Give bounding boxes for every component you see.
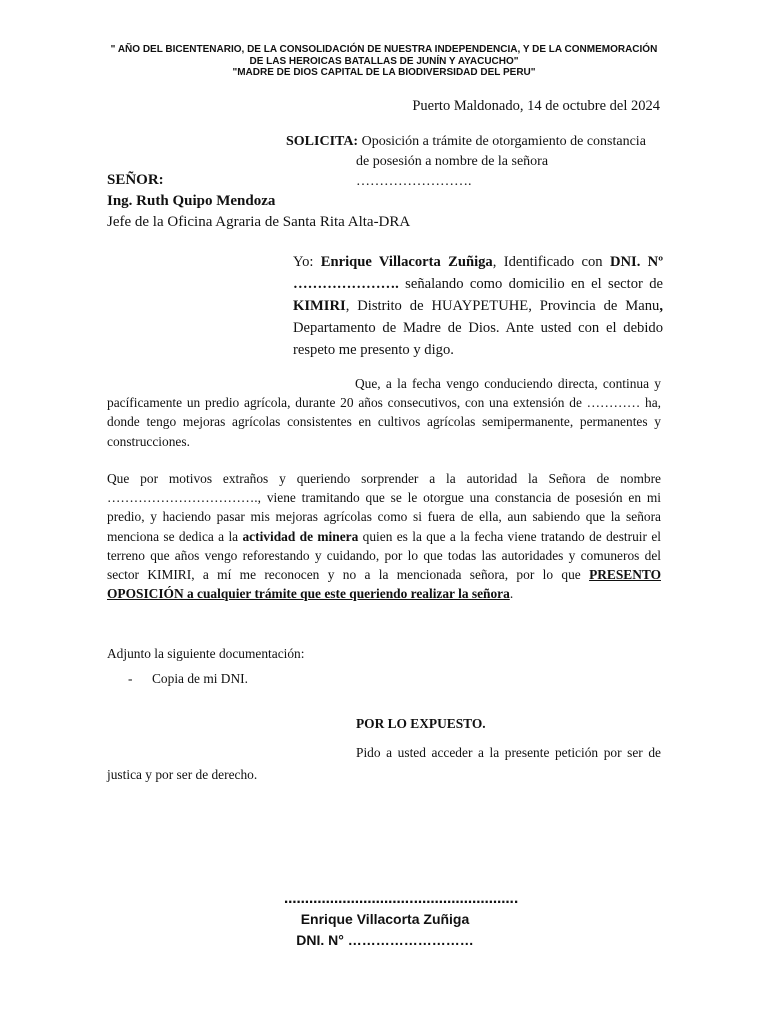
p2-c: . [509,586,514,602]
addressee-position: Jefe de la Oficina Agraria de Santa Rita Alta-DRA [107,214,411,230]
attachment-item [128,671,248,687]
header-line-2: DE LAS HEROICAS BATALLAS DE JUNÍN Y AYACUCHO" [249,55,519,67]
applicant-dni: DNI. Nº …………………. [293,254,664,292]
bullet-text: Copia de mi DNI. [152,671,248,686]
addressee-title: SEÑOR: [107,172,164,188]
signature-dni: DNI. N° ……………………… [296,932,474,948]
p2-b: quien es la que a la fecha viene tratando de destruir el terreno que años vengo reforestando y cuidando, por lo que todas las autoridades y comuneros del sector KIMIRI, a mí me reconocen y no a la mencionada señora, por lo que [107,528,661,583]
paragraph-attachments: Adjunto la siguiente documentación: [107,646,305,661]
p2-bold: actividad de minera [242,528,359,544]
header-line-1: " AÑO DEL BICENTENARIO, DE LA CONSOLIDACIÓN DE NUESTRA INDEPENDENCIA, Y DE LA CONMEMORACIÓN [110,44,658,55]
solicita-line-2: de posesión a nombre de la señora ……………………. [356,154,549,189]
paragraph-request [107,742,661,786]
signature-name: Enrique Villacorta Zuñiga [300,911,470,927]
applicant-name: Enrique Villacorta Zuñiga [320,254,493,270]
paragraph-possession [107,374,661,451]
applicant-sector: KIMIRI [293,298,346,314]
solicita-line-1: Oposición a trámite de otorgamiento de constancia [358,134,646,149]
p2-underline: PRESENTO OPOSICIÓN a cualquier trámite que este queriendo realizar la señora [107,567,661,602]
header-line-3: "MADRE DE DIOS CAPITAL DE LA BIODIVERSIDAD DEL PERU" [232,67,536,78]
paragraph-opposition [107,469,661,603]
yo-end: Departamento de Madre de Dios. Ante usted con el debido respeto me presento y digo. [293,320,663,358]
pido-rest: de justica y por ser de derecho. [107,745,661,782]
yo-mid-3: , Distrito de HUAYPETUHE, Provincia de Manu [345,298,660,314]
document-date: Puerto Maldonado, 14 de octubre del 2024 [412,98,660,114]
p1-first: Que, a la fecha vengo conduciendo directa, continua [355,376,650,391]
document-header [70,44,698,79]
yo-mid-2: señalando como domicilio en el sector de [398,276,663,292]
addressee-name: Ing. Ruth Quipo Mendoza [107,193,276,209]
yo-mid-1: , Identificado con [492,254,610,270]
por-lo-expuesto: POR LO EXPUESTO. [356,716,486,731]
applicant-intro [293,251,663,361]
p2-a: Que por motivos extraños y queriendo sorprender a la autoridad la Señora de nombre ……………………………., viene tramitando que se le otorgue una constancia de posesión en mi predio, y haciendo pasar mis mejoras agrícolas como si fuera de ella, aun sabiendo que la señora menciona se dedica a la [107,471,661,544]
solicita-label: SOLICITA: [286,134,359,149]
p1-rest: y pacíficamente un predio agrícola, durante 20 años consecutivos, con una extensión de ………… ha, donde tengo mejoras agrícolas consistentes en cultivos agrícolas semipermanente, permanentes y construcciones. [107,376,661,449]
addressee-block [107,170,410,233]
bullet-dash: - [128,671,133,686]
signature-line: ………………………….……………………. [284,891,519,906]
yo-prefix: Yo: [293,254,321,270]
signature-block [284,888,519,951]
yo-comma: , [659,298,663,314]
pido-first: Pido a usted acceder a la presente petición por ser [356,745,643,760]
